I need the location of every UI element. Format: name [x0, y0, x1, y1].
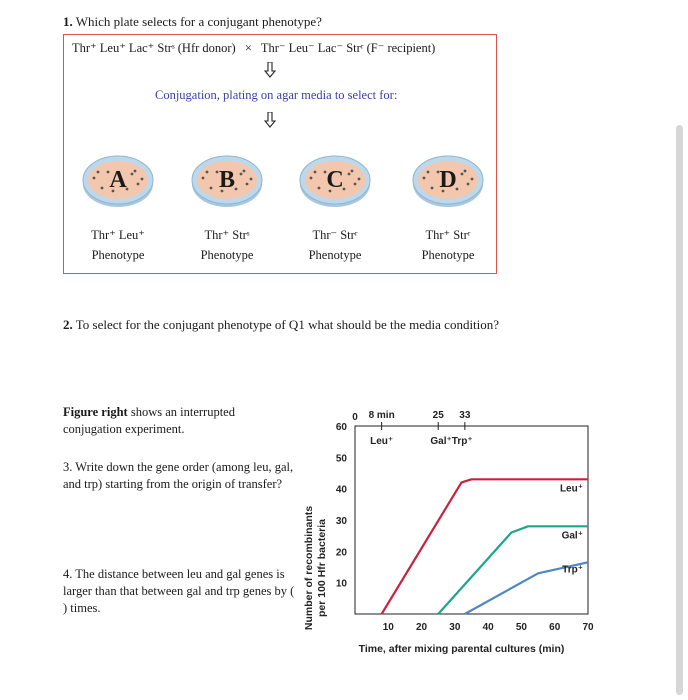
q3-block	[63, 459, 295, 493]
y-tick-label: 10	[335, 578, 347, 590]
y-tick-label: 20	[335, 547, 347, 559]
y-tick-label: 60	[335, 422, 347, 433]
figure-intro-bold: Figure right	[63, 405, 128, 419]
figure-intro	[63, 404, 263, 438]
interrupted-conjugation-chart	[290, 400, 600, 668]
plot-frame	[355, 426, 588, 614]
y-tick-label: 50	[335, 453, 347, 465]
q2-text: To select for the conjugant phenotype of Q1 what should be the media condition?	[75, 317, 500, 332]
x-axis-label: Time, after mixing parental cultures (min)	[358, 643, 565, 655]
x-tick-label: 10	[382, 622, 394, 633]
q4-number: 4.	[63, 567, 73, 581]
entry-label: Leu⁺	[370, 436, 394, 447]
entry-label: Gal⁺Trp⁺	[430, 436, 473, 447]
plate-phenotype-label	[285, 225, 385, 265]
plate-genotype: Thr⁺ Strˢ	[204, 228, 250, 242]
plate-genotype: Thr⁻ Strʳ	[312, 228, 358, 242]
q1-text: Which plate selects for a conjugant phenotype?	[75, 14, 322, 29]
scrollbar[interactable]	[676, 125, 683, 695]
origin-label: 0	[352, 412, 358, 423]
x-tick-label: 60	[549, 622, 561, 633]
q3-text: Write down the gene order (among leu, gal, and trp) starting from the origin of transfer?	[63, 460, 294, 491]
y-axis-label-line1: Number of recombinants	[303, 505, 315, 631]
plate-phenotype-word: Phenotype	[308, 248, 362, 262]
petri-plate-b	[191, 150, 263, 210]
series-label: Trp⁺	[562, 564, 583, 576]
q4-text: The distance between leu and gal genes is larger than that between gal and trp genes by ( ) times.	[63, 567, 295, 615]
plate-phenotype-label	[68, 225, 168, 265]
x-tick-label: 30	[449, 622, 461, 633]
plate-genotype: Thr⁺ Strʳ	[425, 228, 471, 242]
q3-number: 3.	[63, 460, 73, 474]
x-tick-label: 70	[582, 622, 594, 633]
down-arrow-icon	[264, 112, 276, 128]
q4-block	[63, 566, 295, 617]
x-tick-label: 50	[515, 622, 527, 633]
down-arrow-icon	[264, 62, 276, 78]
plate-phenotype-word: Phenotype	[200, 248, 254, 262]
q1-number: 1.	[63, 14, 73, 29]
plate-genotype: Thr⁺ Leu⁺	[91, 228, 145, 242]
figure-intro-rest: shows an interrupted conjugation experiment.	[63, 405, 235, 436]
q2-number: 2.	[63, 317, 73, 332]
hfr-donor-genotype: Thr⁺ Leu⁺ Lac⁺ Strˢ (Hfr donor)	[72, 41, 236, 55]
plate-letter: B	[218, 166, 235, 193]
x-tick-label: 40	[482, 622, 494, 633]
x-tick-label: 20	[416, 622, 428, 633]
y-tick-label: 30	[335, 516, 347, 527]
y-tick-label: 40	[335, 484, 347, 496]
cross-symbol: ×	[244, 41, 252, 55]
top-tick-label: 8 min	[368, 410, 395, 421]
petri-plate-c	[299, 150, 371, 210]
plate-letter: A	[109, 166, 127, 193]
plate-letter: D	[439, 166, 457, 193]
top-tick-label: 33	[459, 410, 471, 421]
plate-phenotype-word: Phenotype	[421, 248, 475, 262]
q2-heading	[63, 317, 499, 333]
series-label: Gal⁺	[561, 530, 583, 542]
plate-letter: C	[326, 166, 344, 193]
conjugation-process-text: Conjugation, plating on agar media to select for:	[155, 88, 398, 102]
y-axis-label-line2: per 100 Hfr bacteria	[316, 518, 328, 618]
series-line	[382, 479, 588, 614]
cross-line	[72, 40, 435, 56]
top-tick-label: 25	[432, 410, 444, 421]
series-label: Leu⁺	[559, 483, 583, 495]
plate-phenotype-word: Phenotype	[91, 248, 145, 262]
plate-phenotype-label	[177, 225, 277, 265]
petri-plate-a	[82, 150, 154, 210]
petri-plate-d	[412, 150, 484, 210]
recipient-genotype: Thr⁻ Leu⁻ Lac⁻ Strʳ (F⁻ recipient)	[260, 41, 436, 55]
q1-heading	[63, 14, 322, 30]
plate-phenotype-label	[398, 225, 498, 265]
